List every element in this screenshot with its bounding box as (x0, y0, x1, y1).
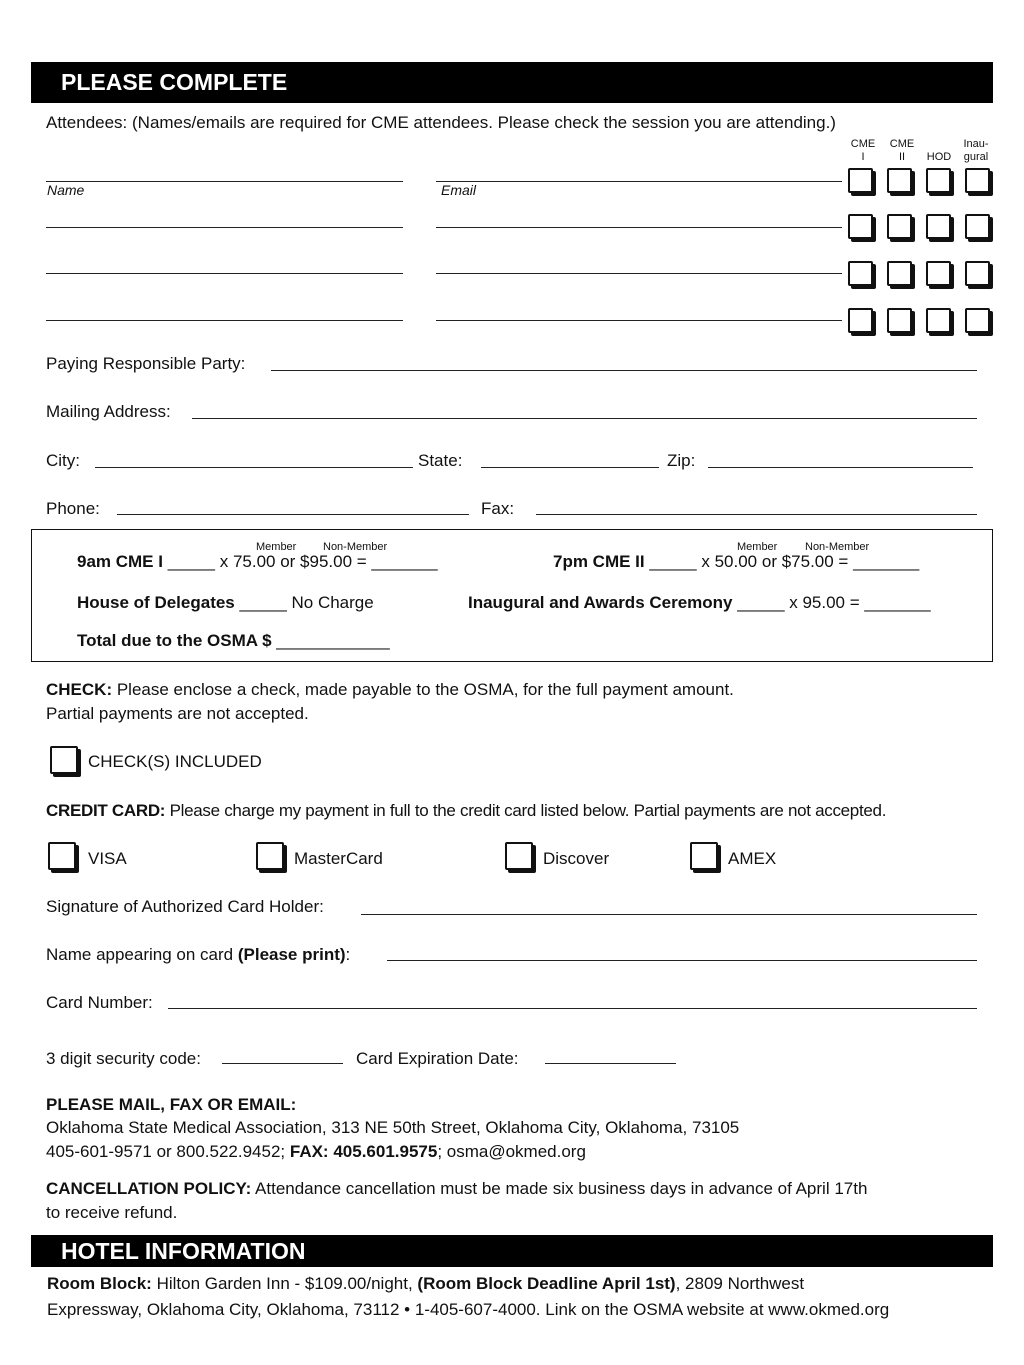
signature-line[interactable] (361, 914, 977, 915)
room-block-deadline: (Room Block Deadline April 1st) (417, 1274, 676, 1293)
total-row (77, 631, 390, 651)
check-included-checkbox[interactable] (50, 746, 78, 774)
inaugural-fee-row (468, 593, 931, 613)
cancellation-policy: CANCELLATION POLICY: Attendance cancellation must be made six business days in advance of April 17th (46, 1179, 868, 1198)
phone-line[interactable] (117, 514, 469, 515)
zip-label: Zip: (667, 451, 696, 470)
cme1-checkbox[interactable] (848, 168, 873, 193)
cme1-checkbox[interactable] (848, 261, 873, 286)
check-text2: Partial payments are not accepted. (46, 704, 309, 723)
discover-checkbox[interactable] (505, 842, 533, 870)
cme1-rest: x 75.00 or $95.00 = _______ (219, 552, 438, 571)
mail-fax-label: FAX: (289, 1142, 329, 1161)
hod-rest[interactable]: _____ No Charge (239, 593, 374, 612)
credit-title: CREDIT CARD: (46, 801, 166, 820)
city-label: City: (46, 451, 80, 470)
check-included-label: CHECK(S) INCLUDED (88, 752, 262, 771)
check-title: CHECK: (46, 680, 113, 699)
zip-line[interactable] (708, 467, 973, 468)
mastercard-label: MasterCard (294, 849, 383, 868)
cme1-checkbox[interactable] (848, 308, 873, 333)
mailing-address-line[interactable] (192, 418, 977, 419)
credit-paragraph (46, 801, 886, 821)
hotel-line2: Expressway, Oklahoma City, Oklahoma, 73112 • 1-405-607-4000. Link on the OSMA website at www.okmed.org (47, 1300, 890, 1319)
cme2-member-label: Member (737, 541, 778, 553)
mastercard-checkbox[interactable] (256, 842, 284, 870)
name-on-card-line[interactable] (387, 960, 977, 961)
hotel-line1: Room Block: Hilton Garden Inn - $109.00/night, (Room Block Deadline April 1st), 2809 Northwest (47, 1274, 805, 1293)
fax-line[interactable] (536, 514, 977, 515)
cme2-checkbox[interactable] (887, 261, 912, 286)
hod-label: House of Delegates (77, 593, 235, 612)
cme2-label: 7pm CME II (553, 552, 645, 571)
inaugural-label: Inaugural and Awards Ceremony (468, 593, 733, 612)
discover-label: Discover (543, 849, 610, 868)
email-label: Email (441, 182, 477, 198)
fax-label: Fax: (481, 499, 515, 518)
mail-contact (46, 1142, 586, 1162)
name-label: Name (47, 182, 85, 198)
attendee-name-line[interactable] (46, 320, 403, 321)
attendees-instructions: Attendees: (Names/emails are required for CME attendees. Please check the session you are attending.) (46, 113, 836, 132)
visa-checkbox[interactable] (48, 842, 76, 870)
cme1-checkbox[interactable] (848, 214, 873, 239)
mail-phone: 405-601-9571 or 800.522.9452; (46, 1142, 290, 1161)
card-number-line[interactable] (168, 1008, 977, 1009)
paying-party-line[interactable] (271, 370, 977, 371)
credit-text: Please charge my payment in full to the credit card listed below. Partial payments are not accepted. (169, 801, 887, 820)
city-line[interactable] (95, 467, 413, 468)
mail-fax-value: 405.601.9575 (328, 1142, 438, 1161)
amex-checkbox[interactable] (690, 842, 718, 870)
attendee-name-line[interactable] (46, 273, 403, 274)
hod-checkbox[interactable] (926, 261, 951, 286)
inaugural-checkbox[interactable] (965, 214, 990, 239)
cancellation-text2: to receive refund. (46, 1203, 178, 1222)
cme2-checkbox[interactable] (887, 308, 912, 333)
cme2-fee-row (553, 552, 919, 572)
cme1-member-label: Member (256, 541, 297, 553)
attendee-email-line[interactable] (436, 320, 842, 321)
cme2-checkbox[interactable] (887, 214, 912, 239)
inaugural-rest[interactable]: _____ x 95.00 = _______ (737, 593, 931, 612)
attendee-name-line[interactable] (46, 181, 403, 182)
cme2-qty-blank[interactable]: _____ (649, 552, 697, 571)
security-code-line[interactable] (222, 1063, 343, 1064)
hod-checkbox[interactable] (926, 168, 951, 193)
cme1-fee-row (77, 552, 438, 572)
hotel-information-header (31, 1235, 993, 1267)
check-text1: Please enclose a check, made payable to the OSMA, for the full payment amount. (116, 680, 734, 699)
hod-checkbox[interactable] (926, 214, 951, 239)
cme1-qty-blank[interactable]: _____ (167, 552, 215, 571)
inaugural-checkbox[interactable] (965, 261, 990, 286)
visa-label: VISA (88, 849, 127, 868)
check-paragraph (46, 680, 734, 700)
attendee-email-line[interactable] (436, 227, 842, 228)
col-header-cme1: CME I (850, 138, 876, 163)
attendee-name-line[interactable] (46, 227, 403, 228)
cme2-rest: x 50.00 or $75.00 = _______ (701, 552, 920, 571)
col-header-hod: HOD (926, 151, 952, 163)
card-number-label: Card Number: (46, 993, 153, 1012)
cme1-non-member-label: Non-Member (323, 541, 388, 553)
total-label: Total due to the OSMA $ (77, 631, 272, 650)
mail-title: PLEASE MAIL, FAX OR EMAIL: (46, 1095, 297, 1114)
cme2-checkbox[interactable] (887, 168, 912, 193)
cme2-non-member-label: Non-Member (805, 541, 870, 553)
phone-label: Phone: (46, 499, 100, 518)
name-on-card-label: Name appearing on card (Please print): (46, 945, 351, 964)
expiration-label: Card Expiration Date: (356, 1049, 519, 1068)
state-line[interactable] (481, 467, 659, 468)
inaugural-checkbox[interactable] (965, 168, 990, 193)
amex-label: AMEX (728, 849, 777, 868)
signature-label: Signature of Authorized Card Holder: (46, 897, 324, 916)
hod-checkbox[interactable] (926, 308, 951, 333)
please-complete-header (31, 62, 993, 103)
cancellation-title: CANCELLATION POLICY: (46, 1179, 252, 1198)
hotel-title: HOTEL INFORMATION (61, 1238, 306, 1264)
attendee-email-line[interactable] (436, 273, 842, 274)
inaugural-checkbox[interactable] (965, 308, 990, 333)
paying-party-label: Paying Responsible Party: (46, 354, 246, 373)
security-code-label: 3 digit security code: (46, 1049, 201, 1068)
col-header-inaugural: Inau- gural (963, 138, 989, 163)
mailing-address-label: Mailing Address: (46, 402, 171, 421)
total-blank[interactable]: ____________ (276, 631, 390, 650)
expiration-line[interactable] (545, 1063, 676, 1064)
header-title: PLEASE COMPLETE (61, 69, 288, 95)
attendee-email-line[interactable] (436, 181, 842, 182)
cme1-label: 9am CME I (77, 552, 163, 571)
hod-fee-row (77, 593, 374, 613)
col-header-cme2: CME II (889, 138, 915, 163)
mail-address: Oklahoma State Medical Association, 313 NE 50th Street, Oklahoma City, Oklahoma, 73105 (46, 1118, 740, 1137)
room-block-label: Room Block: (47, 1274, 152, 1293)
state-label: State: (418, 451, 463, 470)
mail-email[interactable]: ; osma@okmed.org (437, 1142, 586, 1161)
